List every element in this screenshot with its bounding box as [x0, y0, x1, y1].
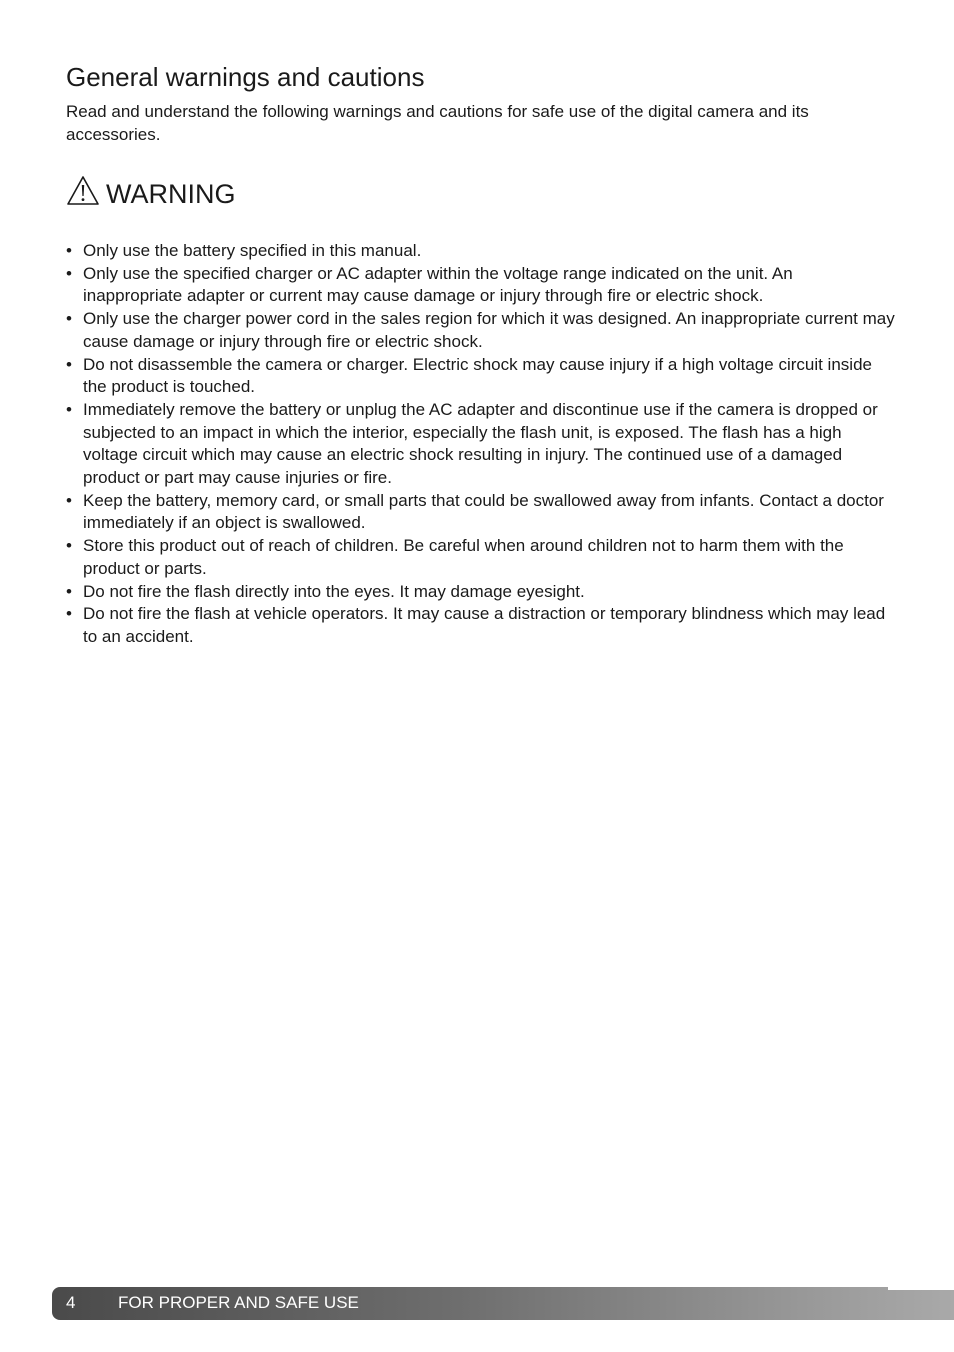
list-item: [66, 354, 896, 399]
list-item-text: Do not fire the flash at vehicle operators. It may cause a distraction or temporary blindness which may lead to an accident.: [83, 604, 886, 646]
bullet-icon: •: [66, 263, 72, 283]
list-item-text: Only use the battery specified in this manual.: [83, 241, 422, 260]
bullet-icon: •: [66, 581, 72, 601]
warning-triangle-icon: [66, 175, 100, 207]
footer-section-label: FOR PROPER AND SAFE USE: [118, 1293, 359, 1312]
bullet-icon: •: [66, 399, 72, 419]
list-item-text: Keep the battery, memory card, or small parts that could be swallowed away from infants. Contact a doctor immediately if an object is swallowed.: [83, 490, 884, 533]
bullet-icon: •: [66, 490, 72, 510]
footer-divider: [888, 1287, 954, 1290]
bullet-icon: •: [66, 536, 72, 556]
page-title: General warnings and cautions: [66, 62, 425, 92]
list-item-text: Store this product out of reach of children. Be careful when around children not to harm them with the product or parts.: [83, 536, 844, 578]
warning-list: [66, 240, 896, 649]
list-item-text: Do not fire the flash directly into the eyes. It may damage eyesight.: [83, 581, 585, 601]
list-item: [66, 240, 896, 263]
list-item-text: Only use the specified charger or AC adapter within the voltage range indicated on the unit. An inappropriate adapter or current may cause damage or injury through fire or electric shock.: [83, 263, 793, 306]
list-item: [66, 263, 896, 308]
page-number: 4: [66, 1293, 76, 1312]
intro-paragraph: Read and understand the following warnings and cautions for safe use of the digital camera and its accessories.: [66, 102, 809, 144]
bullet-icon: •: [66, 241, 72, 260]
list-item: [66, 603, 896, 648]
list-item: [66, 581, 896, 604]
warning-label: WARNING: [106, 179, 236, 209]
bullet-icon: •: [66, 604, 72, 624]
bullet-icon: •: [66, 309, 72, 329]
list-item-text: Do not disassemble the camera or charger. Electric shock may cause injury if a high voltage circuit inside the product is touched.: [83, 354, 872, 397]
list-item: [66, 535, 896, 580]
list-item-text: Only use the charger power cord in the sales region for which it was designed. An inappropriate current may cause damage or injury through fire or electric shock.: [83, 309, 895, 351]
bullet-icon: •: [66, 354, 72, 374]
list-item: [66, 490, 896, 535]
list-item-text: Immediately remove the battery or unplug the AC adapter and discontinue use if the camera is dropped or subjected to an impact in which the interior, especially the flash unit, is exposed. The flash has a high voltage circuit which may cause an electric shock resulting in injury. The continued use of a damaged product or part may cause injuries or fire.: [83, 399, 878, 488]
list-item: [66, 399, 896, 490]
warning-heading: [66, 174, 236, 214]
list-item: [66, 308, 896, 353]
